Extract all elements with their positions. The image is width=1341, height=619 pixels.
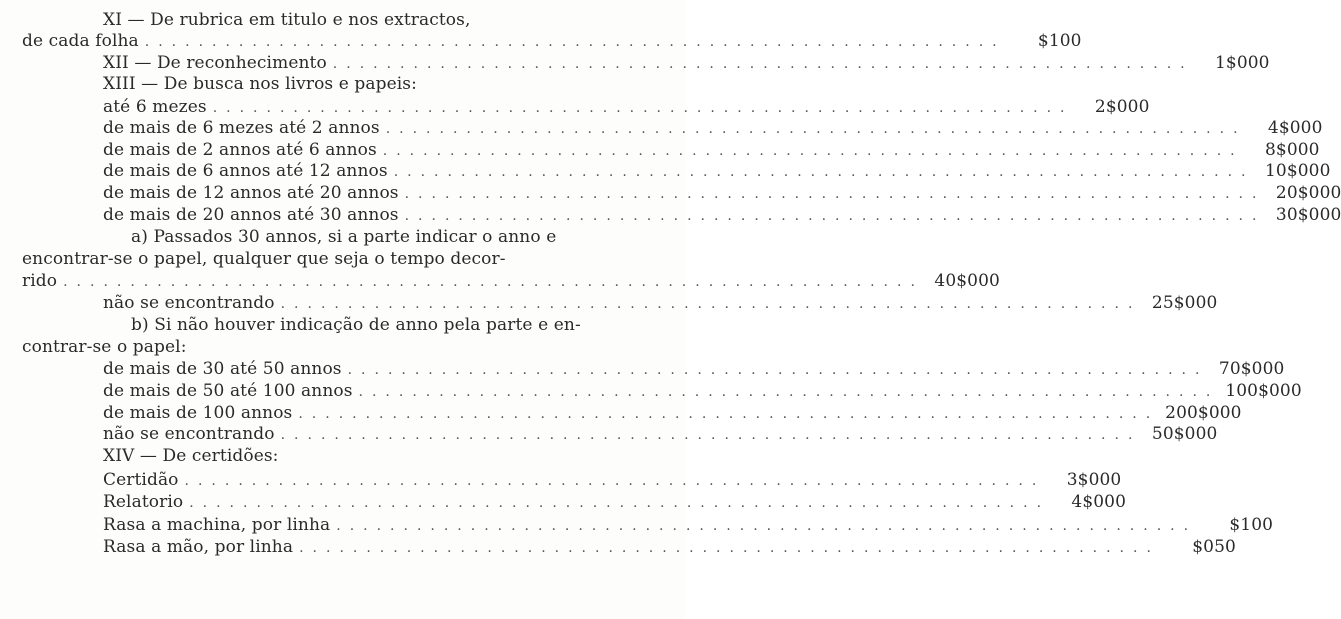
dot-leader: ................................................................ — [63, 274, 924, 290]
row-amount: 25$000 — [1151, 293, 1218, 313]
item-xii-row — [103, 53, 1270, 74]
item-xi-label: de cada folha — [22, 31, 139, 51]
para-b-line: contrar-se o papel: — [22, 337, 187, 357]
row-amount: $100 — [1229, 515, 1274, 535]
row-label: até 6 mezes — [103, 97, 207, 117]
item-xi-heading: XI — De rubrica em titulo e nos extractos, — [103, 10, 471, 30]
row-label: não se encontrando — [103, 293, 275, 313]
para-b-row — [103, 424, 1218, 445]
item-xiv-heading: XIV — De certidões: — [103, 446, 279, 466]
para-a-line: encontrar-se o papel, qualquer que seja o tempo decor- — [22, 249, 506, 269]
row-amount: 100$000 — [1225, 381, 1302, 401]
item-xii-label: XII — De reconhecimento — [103, 53, 327, 73]
dot-leader: ................................................................ — [347, 362, 1209, 378]
item-xi-row — [22, 31, 1082, 52]
para-a-row — [22, 271, 1000, 292]
row-label: de mais de 50 até 100 annos — [103, 381, 353, 401]
dot-leader: ................................................................ — [144, 34, 1006, 50]
item-xiv-row — [103, 515, 1274, 536]
dot-leader: ................................................................ — [382, 143, 1244, 159]
dot-leader: ................................................................ — [280, 296, 1142, 312]
item-xii-amount: 1$000 — [1215, 53, 1270, 73]
row-amount: 8$000 — [1265, 140, 1320, 160]
dot-leader: ................................................................ — [299, 540, 1160, 556]
row-amount: 200$000 — [1165, 403, 1242, 423]
row-label: Relatorio — [103, 492, 184, 512]
row-label: de mais de 100 annos — [103, 403, 293, 423]
row-amount: 40$000 — [934, 271, 1000, 291]
dot-leader: ................................................................ — [404, 186, 1266, 202]
dot-leader: ................................................................ — [189, 495, 1051, 511]
row-label: Certidão — [103, 470, 179, 490]
item-xiii-row — [103, 140, 1320, 161]
dot-leader: ................................................................ — [298, 406, 1160, 422]
para-b-line: b) Si não houver indicação de anno pela parte e en- — [131, 315, 581, 335]
row-amount: 4$000 — [1267, 118, 1323, 138]
dot-leader: ................................................................ — [212, 100, 1074, 116]
row-label: de mais de 12 annos até 20 annos — [103, 183, 399, 203]
row-amount: 70$000 — [1218, 359, 1285, 379]
row-label: de mais de 20 annos até 30 annos — [103, 205, 399, 225]
dot-leader: ................................................................ — [358, 384, 1220, 400]
para-a-not-found-row — [103, 293, 1218, 314]
para-b-row — [103, 381, 1302, 402]
row-label: Rasa a mão, por linha — [103, 537, 294, 557]
row-amount: $050 — [1192, 537, 1236, 557]
row-amount: 2$000 — [1094, 97, 1150, 117]
para-a-line: a) Passados 30 annos, si a parte indicar o anno e — [131, 227, 557, 247]
row-label: de mais de 30 até 50 annos — [103, 359, 342, 379]
row-amount: 30$000 — [1275, 205, 1341, 225]
item-xiii-row — [103, 118, 1323, 139]
row-label: de mais de 2 annos até 6 annos — [103, 140, 377, 160]
row-label: Rasa a machina, por linha — [103, 515, 331, 535]
dot-leader: ................................................................ — [184, 473, 1046, 489]
para-b-row — [103, 403, 1242, 424]
dot-leader: ................................................................ — [332, 56, 1194, 72]
row-amount: 50$000 — [1151, 424, 1218, 444]
item-xiii-row — [103, 97, 1150, 118]
row-label: rido — [22, 271, 58, 291]
dot-leader: ................................................................ — [404, 208, 1266, 224]
row-amount: 20$000 — [1275, 183, 1341, 203]
row-amount: 3$000 — [1066, 470, 1122, 490]
dot-leader: ................................................................ — [336, 518, 1198, 534]
item-xiii-row — [103, 183, 1341, 204]
row-label: de mais de 6 mezes até 2 annos — [103, 118, 380, 138]
item-xiv-row — [103, 492, 1127, 513]
row-amount: 10$000 — [1265, 161, 1331, 181]
row-amount: 4$000 — [1071, 492, 1127, 512]
item-xiv-row — [103, 470, 1122, 491]
item-xiii-heading: XIII — De busca nos livros e papeis: — [103, 74, 417, 94]
item-xiii-row — [103, 205, 1341, 226]
dot-leader: ................................................................ — [393, 164, 1255, 180]
row-label: de mais de 6 annos até 12 annos — [103, 161, 388, 181]
dot-leader: ................................................................ — [280, 427, 1142, 443]
para-b-row — [103, 359, 1285, 380]
item-xi-amount: $100 — [1037, 31, 1082, 51]
item-xiv-row — [103, 537, 1236, 558]
dot-leader: ................................................................ — [385, 121, 1247, 137]
item-xiii-row — [103, 161, 1331, 182]
row-label: não se encontrando — [103, 424, 275, 444]
